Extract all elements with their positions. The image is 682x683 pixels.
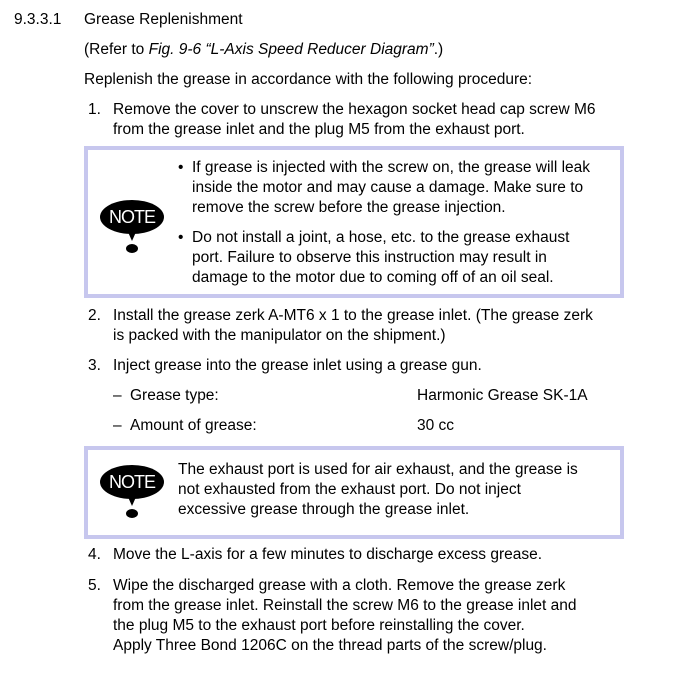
bullet-line: remove the screw before the grease injection. (192, 199, 506, 216)
step-line: Move the L-axis for a few minutes to discharge excess grease. (113, 546, 543, 563)
spec-value: 30 cc (417, 417, 455, 434)
step-number: 3. (88, 357, 101, 374)
step-line: Apply Three Bond 1206C on the thread parts of the screw/plug. (113, 637, 547, 654)
note-icon-label: NOTE (100, 200, 164, 234)
spec-value: Harmonic Grease SK-1A (417, 387, 588, 404)
bullet-line: port. Failure to observe this instruction may result in (192, 249, 547, 266)
intro-text: Replenish the grease in accordance with the following procedure: (84, 71, 533, 88)
step-line: Inject grease into the grease inlet using a grease gun. (113, 357, 482, 374)
step-number: 4. (88, 546, 101, 563)
bullet-marker: • (178, 229, 184, 246)
bullet-line: If grease is injected with the screw on, the grease will leak (192, 159, 591, 176)
note-icon-tail (128, 497, 136, 506)
step-line: from the grease inlet. Reinstall the screw M6 to the grease inlet and (113, 597, 577, 614)
note-icon-dot (126, 509, 138, 518)
note-icon-label: NOTE (100, 465, 164, 499)
note-line: excessive grease through the grease inlet. (178, 501, 470, 518)
note-line: The exhaust port is used for air exhaust, and the grease is (178, 461, 578, 478)
note-icon (100, 200, 164, 260)
spec-label: Amount of grease: (130, 417, 257, 434)
note-line: not exhausted from the exhaust port. Do not inject (178, 481, 521, 498)
step-line: Remove the cover to unscrew the hexagon socket head cap screw M6 (113, 101, 596, 118)
section-number: 9.3.3.1 (14, 11, 62, 28)
bullet-line: inside the motor and may cause a damage. Make sure to (192, 179, 584, 196)
step-line: from the grease inlet and the plug M5 from the exhaust port. (113, 121, 525, 138)
step-line: is packed with the manipulator on the shipment.) (113, 327, 446, 344)
note-box-1 (84, 146, 624, 298)
bullet-marker: • (178, 159, 184, 176)
step-line: Wipe the discharged grease with a cloth. Remove the grease zerk (113, 577, 566, 594)
bullet-line: damage to the motor due to coming off of an oil seal. (192, 269, 554, 286)
note-icon (100, 465, 164, 525)
figure-reference-link[interactable]: Fig. 9-6 “L-Axis Speed Reducer Diagram” (148, 41, 434, 58)
reference-suffix: .) (433, 41, 444, 58)
bullet-line: Do not install a joint, a hose, etc. to the grease exhaust (192, 229, 570, 246)
step-number: 5. (88, 577, 101, 594)
step-line: Install the grease zerk A-MT6 x 1 to the grease inlet. (The grease zerk (113, 307, 593, 324)
reference-line (84, 40, 443, 60)
spec-dash: – (113, 417, 122, 434)
step-number: 1. (88, 101, 101, 118)
step-number: 2. (88, 307, 101, 324)
reference-prefix: (Refer to (84, 41, 149, 58)
note-icon-tail (128, 232, 136, 241)
spec-label: Grease type: (130, 387, 219, 404)
section-title: Grease Replenishment (84, 11, 243, 28)
note-icon-dot (126, 244, 138, 253)
spec-dash: – (113, 387, 122, 404)
step-line: the plug M5 to the exhaust port before reinstalling the cover. (113, 617, 525, 634)
note-box-2 (84, 446, 624, 539)
